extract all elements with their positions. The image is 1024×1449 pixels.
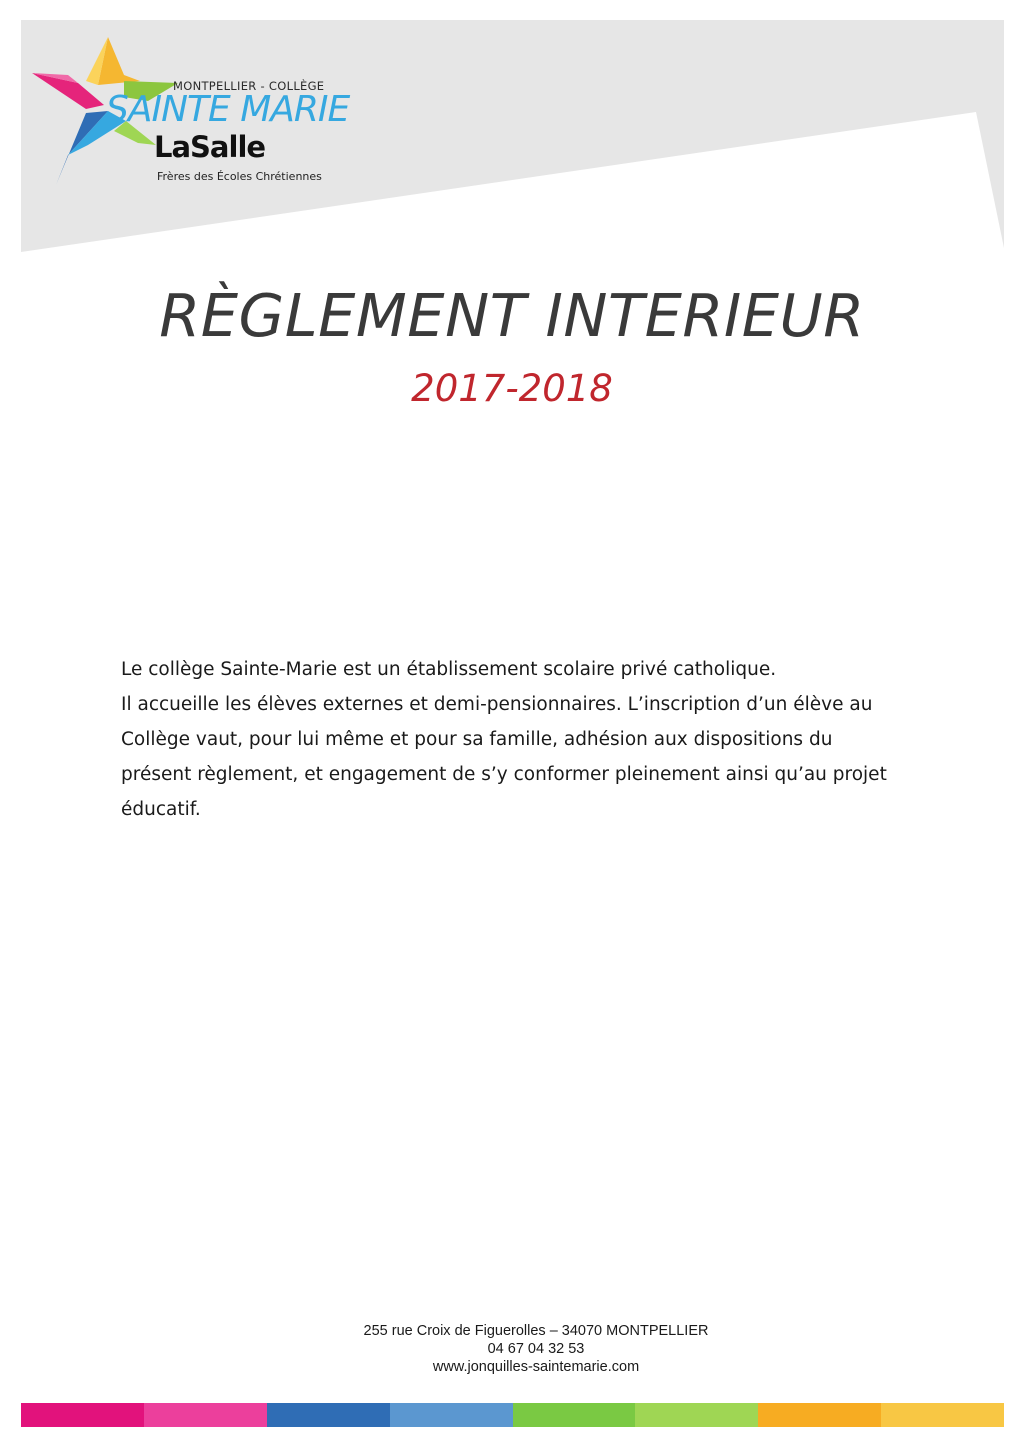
color-bar-segment — [144, 1403, 267, 1427]
intro-line: Collège vaut, pour lui même et pour sa famille, adhésion aux dispositions du — [121, 729, 833, 750]
color-bar-segment — [513, 1403, 636, 1427]
logo-main-name: SAINTE MARIE — [106, 89, 350, 130]
footer-website: www.jonquilles-saintemarie.com — [432, 1359, 640, 1375]
logo-brand-name: LaSalle — [154, 130, 266, 164]
intro-line: éducatif. — [121, 799, 201, 820]
intro-line: présent règlement, et engagement de s’y conformer pleinement ainsi qu’au projet — [121, 764, 887, 785]
intro-line: Le collège Sainte-Marie est un établissement scolaire privé catholique. — [121, 659, 777, 680]
document-year: 2017-2018 — [411, 367, 613, 410]
footer-phone: 04 67 04 32 53 — [487, 1341, 585, 1357]
logo-top-line: MONTPELLIER - COLLÈGE — [173, 79, 325, 93]
school-logo — [28, 35, 368, 195]
logo-subtitle: Frères des Écoles Chrétiennes — [157, 170, 322, 183]
intro-paragraph — [121, 652, 921, 827]
color-bar-segment — [635, 1403, 758, 1427]
color-bar-segment — [267, 1403, 390, 1427]
intro-line: Il accueille les élèves externes et demi-pensionnaires. L’inscription d’un élève au — [121, 694, 873, 715]
color-bar-segment — [758, 1403, 881, 1427]
color-bar-segment — [21, 1403, 144, 1427]
footer-color-bar — [21, 1403, 1004, 1427]
footer-contact — [0, 1322, 1024, 1376]
footer-address: 255 rue Croix de Figuerolles – 34070 MONTPELLIER — [363, 1323, 709, 1339]
color-bar-segment — [881, 1403, 1004, 1427]
document-title: RÈGLEMENT INTERIEUR — [159, 281, 865, 350]
color-bar-segment — [390, 1403, 513, 1427]
